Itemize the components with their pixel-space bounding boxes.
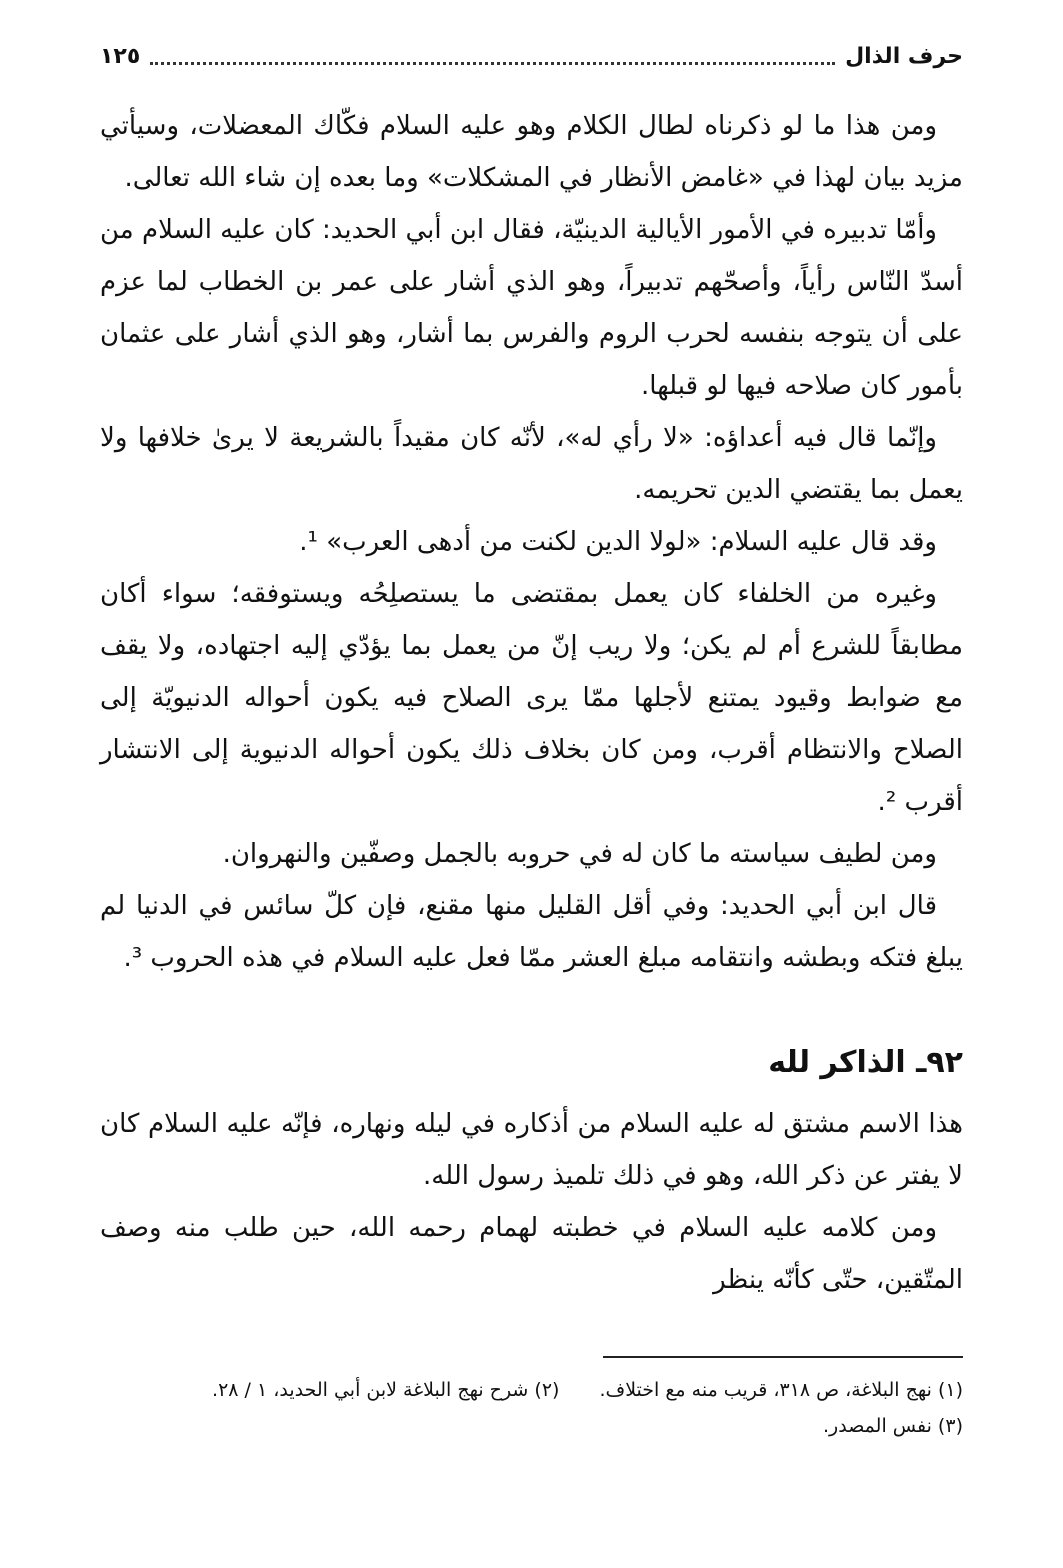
paragraph: ومن هذا ما لو ذكرناه لطال الكلام وهو عليه السلام فكّاك المعضلات، وسيأتي مزيد بيان لهذا في «غامض الأنظار في المشكلات» وما بعده إن شاء الله تعالى. — [100, 111, 963, 193]
footnote-row — [100, 1408, 963, 1444]
footnote-3: (٣) نفس المصدر. — [823, 1415, 963, 1437]
running-header — [100, 36, 963, 76]
leader-dots — [150, 48, 835, 65]
footnotes — [100, 1372, 963, 1444]
section-paragraph: هذا الاسم مشتق له عليه السلام من أذكاره في ليله ونهاره، فإنّه عليه السلام كان لا يفتر عن ذكر الله، وهو في ذلك تلميذ رسول الله. — [100, 1109, 963, 1191]
section-heading: ٩٢ـ الذاكر لله — [768, 1045, 963, 1080]
footnote-1: (١) نهج البلاغة، ص ٣١٨، قريب منه مع اختلاف. — [599, 1379, 963, 1401]
page-number: ١٢٥ — [100, 43, 141, 69]
paragraph: وغيره من الخلفاء كان يعمل بمقتضى ما يستصلِحُه ويستوفقه؛ سواء أكان مطابقاً للشرع أم لم يكن؛ ولا ريب إنّ من يعمل بما يؤدّي إليه اجتهاده، ولا يقف مع ضوابط وقيود يمتنع لأجلها ممّا يرى الصلاح فيه يكون أحواله الدنيويّة إلى الصلاح والانتظام أقرب، ومن كان بخلاف ذلك يكون أحواله الدنيوية إلى الانتشار أقرب ². — [100, 579, 963, 817]
footnote-row — [100, 1372, 963, 1408]
paragraph: وقد قال عليه السلام: «لولا الدين لكنت من أدهى العرب» ¹. — [299, 527, 937, 557]
paragraph: قال ابن أبي الحديد: وفي أقل القليل منها مقنع، فإن كلّ سائس في الدنيا لم يبلغ فتكه وبطشه وانتقامه مبلغ العشر ممّا فعل عليه السلام في هذه الحروب ³. — [100, 891, 963, 973]
footnote-2: (٢) شرح نهج البلاغة لابن أبي الحديد، ١ / ٢٨. — [212, 1379, 560, 1401]
section-paragraph: ومن كلامه عليه السلام في خطبته لهمام رحمه الله، حين طلب منه وصف المتّقين، حتّى كأنّه ينظر — [100, 1213, 963, 1295]
main-text — [100, 100, 963, 1306]
paragraph: ومن لطيف سياسته ما كان له في حروبه بالجمل وصفّين والنهروان. — [222, 839, 937, 869]
chapter-title: حرف الذال — [845, 43, 963, 69]
paragraph: وأمّا تدبيره في الأمور الأيالية الدينيّة، فقال ابن أبي الحديد: كان عليه السلام من أسدّ النّاس رأياً، وأصحّهم تدبيراً، وهو الذي أشار على عمر بن الخطاب لما عزم على أن يتوجه بنفسه لحرب الروم والفرس بما أشار، وهو الذي أشار على عثمان بأمور كان صلاحه فيها لو قبلها. — [99, 215, 963, 401]
paragraph: وإنّما قال فيه أعداؤه: «لا رأي له»، لأنّه كان مقيداً بالشريعة لا يرىٰ خلافها ولا يعمل بما يقتضي الدين تحريمه. — [100, 423, 963, 505]
footnote-divider — [603, 1356, 963, 1358]
